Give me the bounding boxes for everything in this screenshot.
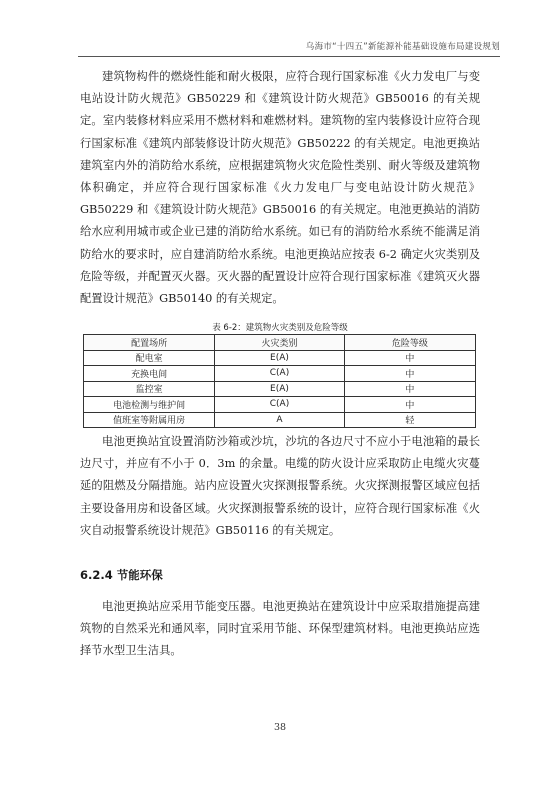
table-row [84, 350, 476, 366]
cell-location: 电池检测与维护间 [84, 397, 215, 413]
section-heading: 6.2.4 节能环保 [80, 568, 163, 582]
cell-hazard-level: 中 [344, 397, 475, 413]
header-location: 配置场所 [84, 335, 215, 351]
paragraph-energy-saving: 电池更换站应采用节能变压器。电池更换站在建筑设计中应采取措施提高建筑物的自然采光和通风率，同时宜采用节能、环保型建筑材料。电池更换站应选择节水型卫生洁具。 [80, 600, 480, 658]
page-number: 38 [273, 722, 287, 733]
table-header-row [84, 335, 476, 351]
cell-location: 监控室 [84, 381, 215, 397]
header-hazard-level: 危险等级 [344, 335, 475, 351]
cell-hazard-level: 轻 [344, 412, 475, 428]
table-row [84, 381, 476, 397]
table-row [84, 412, 476, 428]
cell-hazard-level: 中 [344, 350, 475, 366]
cell-fire-category: E(A) [215, 350, 344, 366]
header-fire-category: 火灾类别 [215, 335, 344, 351]
fire-category-table [83, 334, 476, 428]
cell-fire-category: A [215, 412, 344, 428]
cell-hazard-level: 中 [344, 381, 475, 397]
cell-fire-category: C(A) [215, 397, 344, 413]
paragraph-fire-safety: 建筑物构件的燃烧性能和耐火极限，应符合现行国家标准《火力发电厂与变电站设计防火规范》GB50229 和《建筑设计防火规范》GB50016 的有关规定。室内装修材料应采用不燃材料和难燃材料。建筑物的室内装修设计应符合现行国家标准《建筑内部装修设计防火规范》GB50222 的有关规定。电池更换站建筑室内外的消防给水系统，应根据建筑物火灾危险性类别、耐火等级及建筑物体积确定，并应符合现行国家标准《火力发电厂与变电站设计防火规范》GB50229 和《建筑设计防火规范》GB50016 的有关规定。电池更换站的消防给水应利用城市或企业已建的消防给水系统。如已有的消防给水系统不能满足消防给水的要求时，应自建消防给水系统。电池更换站应按表 6-2 确定火灾类别及危险等级，并配置灭火器。灭火器的配置设计应符合现行国家标准《建筑灭火器配置设计规范》GB50140 的有关规定。 [80, 70, 480, 306]
table-caption: 表 6-2：建筑物火灾类别及危险等级 [212, 323, 348, 333]
cell-location: 充换电间 [84, 366, 215, 382]
cell-hazard-level: 中 [344, 366, 475, 382]
table-row [84, 397, 476, 413]
running-header: 乌海市“十四五”新能源补能基础设施布局建设规划 [305, 42, 500, 52]
cell-location: 值班室等附属用房 [84, 412, 215, 428]
cell-location: 配电室 [84, 350, 215, 366]
table-row [84, 366, 476, 382]
cell-fire-category: C(A) [215, 366, 344, 382]
cell-fire-category: E(A) [215, 381, 344, 397]
header-rule [78, 56, 500, 57]
paragraph-fire-alarm: 电池更换站宜设置消防沙箱或沙坑，沙坑的各边尺寸不应小于电池箱的最长边尺寸，并应有不小于 0．3m 的余量。电缆的防火设计应采取防止电缆火灾蔓延的阻燃及分隔措施。站内应设置火灾探测报警系统。火灾探测报警区域应包括主要设备用房和设备区域。火灾探测报警系统的设计，应符合现行国家标准《火灾自动报警系统设计规范》GB50116 的有关规定。 [80, 435, 480, 537]
